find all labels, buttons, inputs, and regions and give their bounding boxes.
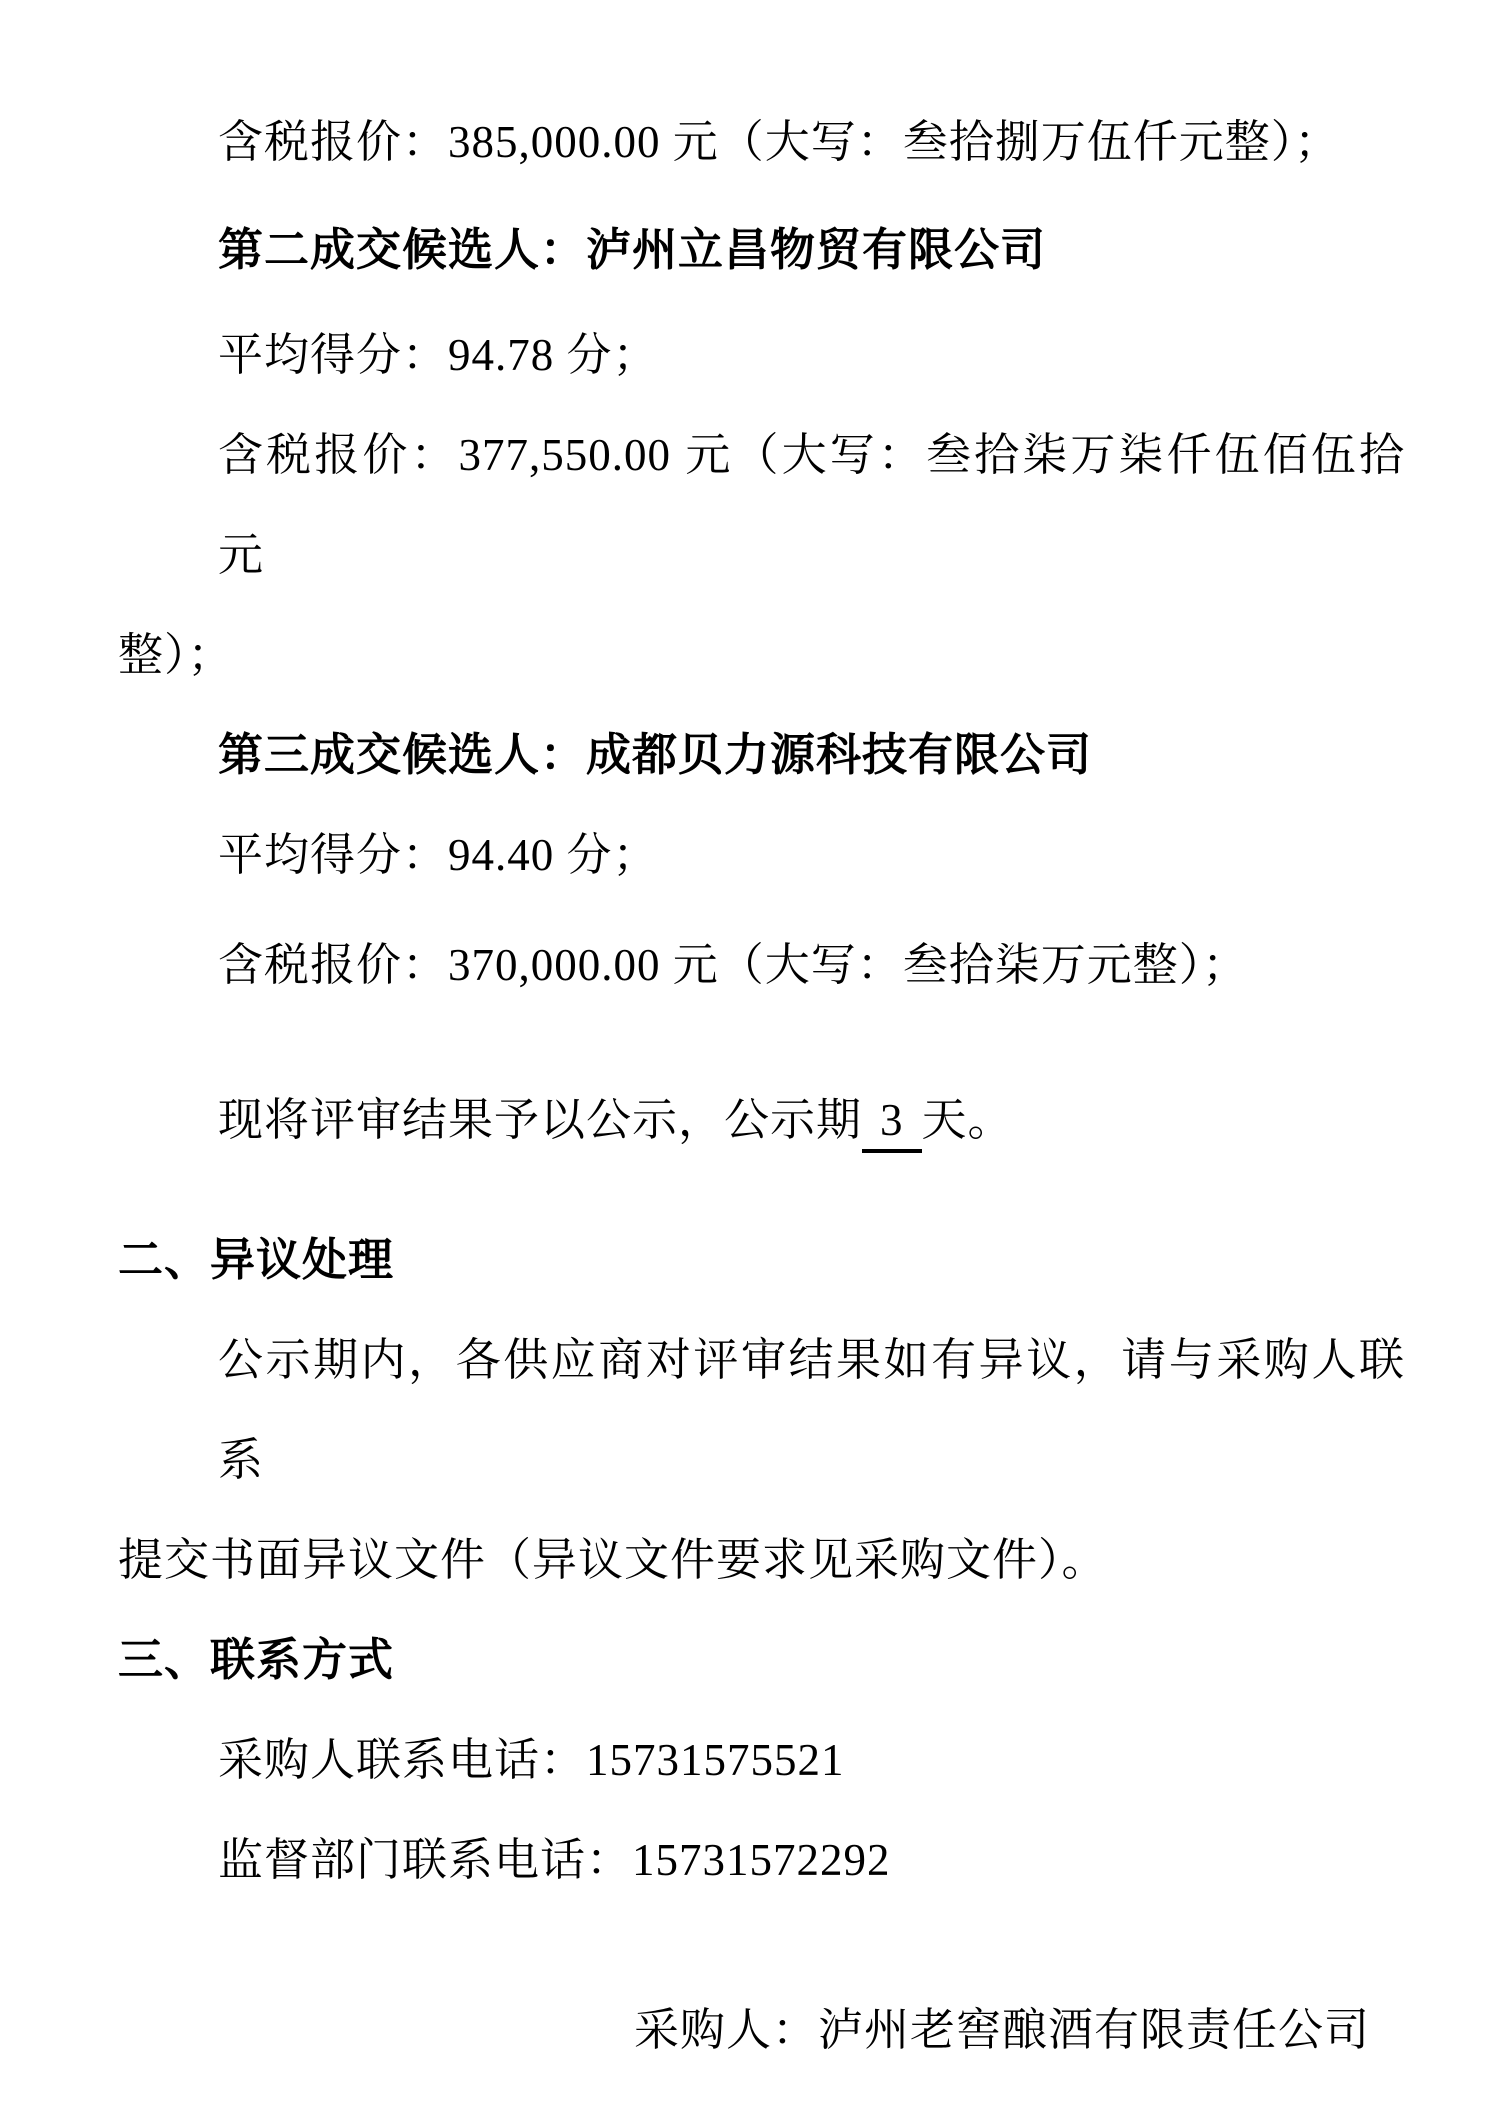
supervisor-phone-line: 监督部门联系电话：15731572292 [218, 1835, 891, 1885]
candidate3-price-line: 含税报价：370,000.00 元（大写：叁拾柒万元整）； [218, 940, 1249, 990]
candidate2-price-line-1: 含税报价：377,550.00 元（大写：叁拾柒万柒仟伍佰伍拾元 [218, 430, 1405, 580]
purchaser-phone-line: 采购人联系电话：15731575521 [218, 1735, 845, 1785]
objection-line-2: 提交书面异议文件（异议文件要求见采购文件）。 [118, 1535, 1108, 1585]
section2-heading: 二、异议处理 [118, 1235, 395, 1285]
publicity-days-underline: 3 [862, 1091, 922, 1153]
section3-heading: 三、联系方式 [118, 1635, 395, 1685]
candidate2-score-line: 平均得分：94.78 分； [218, 330, 659, 380]
publicity-suffix: 天。 [921, 1095, 1014, 1145]
signature-line: 采购人：泸州老窖酿酒有限责任公司 [633, 2005, 1370, 2055]
publicity-statement [118, 1070, 1405, 1170]
candidate3-score-line: 平均得分：94.40 分； [218, 830, 659, 880]
publicity-prefix: 现将评审结果予以公示，公示期 [218, 1095, 863, 1145]
candidate2-price-line-2: 整）； [118, 630, 234, 680]
candidate2-heading: 第二成交候选人：泸州立昌物贸有限公司 [218, 225, 1047, 275]
candidate1-price-line: 含税报价：385,000.00 元（大写：叁拾捌万伍仟元整）； [218, 117, 1341, 167]
objection-line-1: 公示期内，各供应商对评审结果如有异议，请与采购人联系 [218, 1335, 1405, 1485]
candidate3-heading: 第三成交候选人：成都贝力源科技有限公司 [218, 730, 1093, 780]
